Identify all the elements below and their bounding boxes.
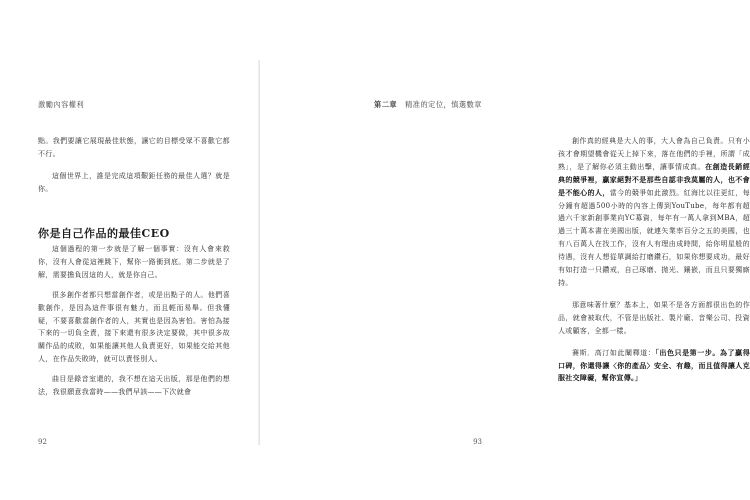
- right-page: [260, 60, 750, 446]
- paragraph: 點。我們要讓它展現最佳狀態，讓它的目標受眾不喜歡它都不行。: [38, 137, 230, 158]
- left-page: [0, 60, 260, 445]
- emphasis-run: 在創造長銷經典的競爭裡，贏家絕對不是那些自認非我莫屬的人，也不會是不能心的人，: [558, 161, 750, 197]
- paragraph: 這個世界上，誰是完成這項艱鉅任務的最佳人選？就是你。: [38, 171, 230, 193]
- paragraph: 很多創作者都只想當創作者，或是出點子的人。他們喜歡創作，是因為這件事很有魅力，而且輕而易舉。但我懂疑，不要喜歡當創作者的人，其實也是因為害怕。害怕為接下來的一切負全責，接下來還有很多決定要做，其中很多故關作品的成敗，如果能讓其他人負責更好，如果能交給其他人，在作品失敗時，就可以責怪別人。: [38, 290, 230, 364]
- left-bottom-text: [38, 243, 230, 399]
- page-number: 93: [473, 438, 482, 446]
- chapter-label: 第二章: [374, 100, 398, 109]
- text-run: 那意味著什麼？基本上，如果不是各方面都很出色的作品，就會被取代，不管是出版社、製片廠、音樂公司、投資人或顧客，全都一樣。: [558, 300, 750, 335]
- section-heading: 你是自己作品的最佳CEO: [38, 227, 170, 240]
- paragraph: 曲目是錄音室還的，我不想在這天出版，那是他們的想法，我很願意我當時——我們早該——下次就會: [38, 375, 230, 397]
- left-top-text: [38, 135, 230, 196]
- paragraph: [558, 135, 750, 290]
- emphasis-run: 「出色只是第一步。為了贏得口碑，你還得讓〈你的產品〉安全、有趣，而且值得讓人克服社交障礙，幫你宣傳。」: [558, 347, 750, 383]
- book-spread: [0, 60, 750, 446]
- text-run: 當今的競爭如此激烈。紅海比以往更紅，每分鐘有超過500小時的內容上傳到YouTube，每年都有超過六千家新創事業向YC募資，每年有一萬人拿到MBA，超過三十萬本書在美國出版，就連矢業率百分之五的美國，也有八百萬人在找工作，沒有人有理由成時間，給你明星般的待遇，沒有人想從單調給打磨鑽石，如果你想要成功，最好有如打造一只鑽戒，自己琢磨、拋光、鑲嵌，而且只要獨廝持。: [558, 188, 750, 287]
- paragraph: [558, 347, 750, 386]
- paragraph: [558, 299, 750, 338]
- running-header: [374, 100, 482, 110]
- chapter-title: 精准的定位，慎選數章: [405, 100, 482, 109]
- page-number: 92: [38, 438, 47, 446]
- right-body-text: [558, 135, 750, 385]
- text-run: 賽斯．高汀如此闡釋道：: [572, 348, 656, 357]
- running-header: 激勵內容權利: [38, 100, 85, 109]
- text-run: 創作真的經典是大人的事，大人會為自己負責。只有小孩才會期望機會從天上掉下來，落在他們的手裡，所謂「成熟」，是了解你必須主動出擊，讓事情成真。: [558, 137, 750, 171]
- paragraph: 這個過程的第一步就是了解一個事實：沒有人會來救你，沒有人會從這裡跳下，幫你一路衝到底。第二步就是了解，需要擔負因這的人，就是你自己。: [38, 245, 230, 279]
